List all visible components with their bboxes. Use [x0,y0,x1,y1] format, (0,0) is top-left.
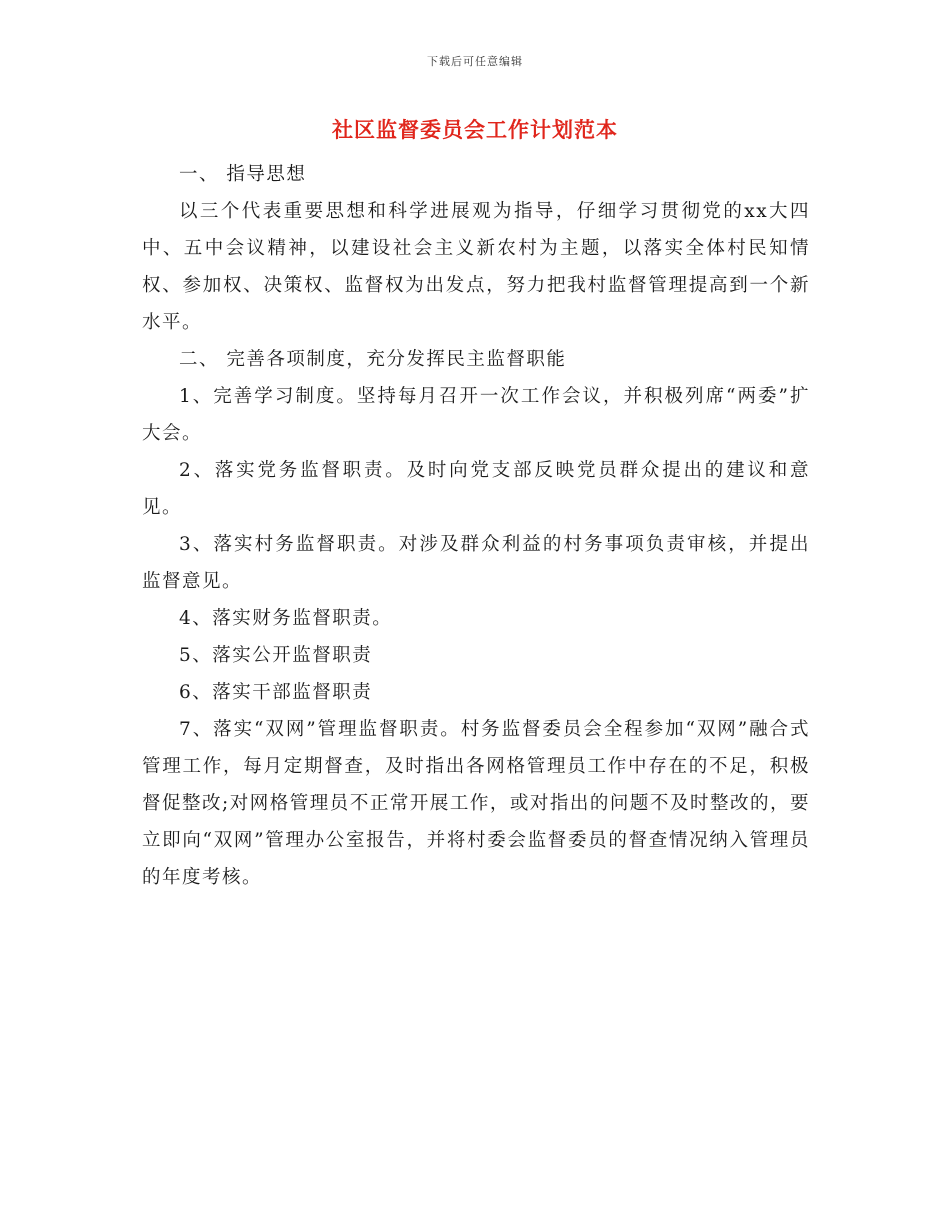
header-note: 下载后可任意编辑 [427,55,523,68]
paragraph-item-3: 3、落实村务监督职责。对涉及群众利益的村务事项负责审核，并提出监督意见。 [142,534,810,592]
paragraph-guiding-ideology: 以三个代表重要思想和科学进展观为指导，仔细学习贯彻党的xx大四中、五中会议精神，以建设社会主义新农村为主题，以落实全体村民知情权、参加权、决策权、监督权为出发点，努力把我村监督管理提高到一个新水平。 [142,201,810,333]
section-heading-guiding-ideology: 一、 指导思想 [179,164,307,185]
section-heading-improve-systems: 二、 完善各项制度，充分发挥民主监督职能 [179,349,567,370]
paragraph-item-6: 6、落实干部监督职责 [179,682,373,703]
document-title: 社区监督委员会工作计划范本 [332,117,618,142]
paragraph-item-1: 1、完善学习制度。坚持每月召开一次工作会议，并积极列席“两委”扩大会。 [142,386,810,444]
paragraph-item-7: 7、落实“双网”管理监督职责。村务监督委员会全程参加“双网”融合式管理工作，每月定期督查，及时指出各网格管理员工作中存在的不足，积极督促整改;对网格管理员不正常开展工作，或对指出的问题不及时整改的，要立即向“双网”管理办公室报告，并将村委会监督委员的督查情况纳入管理员的年度考核。 [142,719,810,888]
paragraph-item-2: 2、落实党务监督职责。及时向党支部反映党员群众提出的建议和意见。 [142,460,810,518]
paragraph-item-4: 4、落实财务监督职责。 [179,608,393,629]
paragraph-item-5: 5、落实公开监督职责 [179,645,373,666]
document-body [142,156,810,896]
